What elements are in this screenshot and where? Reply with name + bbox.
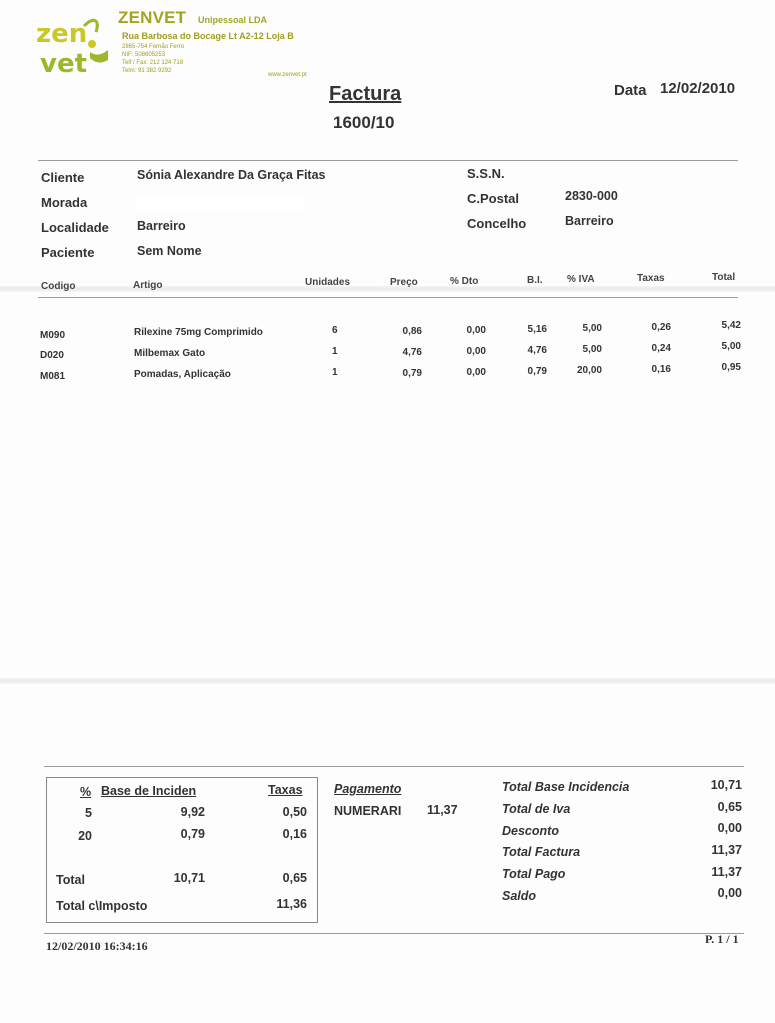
total-pago-label: Total Pago	[502, 867, 566, 881]
item-total: 0,95	[721, 362, 741, 373]
cpostal-label: C.Postal	[467, 191, 520, 206]
concelho-label: Concelho	[467, 216, 527, 231]
total-iva-value: 0,65	[717, 800, 742, 814]
desconto-value: 0,00	[717, 821, 742, 835]
redacted-address	[135, 194, 305, 210]
col-header-taxas: Taxas	[637, 273, 665, 284]
ssn-label: S.S.N.	[467, 166, 505, 181]
tax-base-header: Base de Inciden	[101, 784, 197, 798]
date-label: Data	[614, 82, 647, 99]
item-taxas: 0,26	[651, 322, 671, 333]
item-code: M081	[40, 371, 66, 382]
col-header-preco: Preço	[390, 277, 418, 288]
item-price: 0,86	[402, 326, 422, 337]
total-imposto-value: 11,36	[276, 897, 307, 911]
company-address: Rua Barbosa do Bocage Lt A2-12 Loja B	[122, 31, 294, 41]
cliente-value: Sónia Alexandre Da Graça Fitas	[137, 168, 326, 182]
item-discount: 0,00	[466, 346, 486, 357]
tax-rate-header: %	[80, 785, 92, 799]
invoice-number: 1600/10	[333, 113, 395, 132]
item-price: 0,79	[402, 368, 422, 379]
tax-amount: 0,16	[282, 827, 307, 841]
divider	[44, 766, 744, 767]
paper-fold	[0, 678, 775, 684]
company-info-line: NIF: 508605253	[122, 52, 166, 58]
item-taxas: 0,24	[651, 343, 671, 354]
tax-rate: 5	[85, 806, 92, 820]
col-header-bi: B.I.	[527, 275, 543, 286]
item-iva: 20,00	[576, 365, 602, 376]
tax-rate: 20	[78, 829, 92, 843]
print-timestamp: 12/02/2010 16:34:16	[46, 939, 148, 953]
item-name: Milbemax Gato	[134, 348, 206, 359]
paper-fold	[0, 286, 775, 292]
total-iva-label: Total de Iva	[502, 802, 571, 816]
document-title: Factura	[329, 83, 402, 105]
total-imposto-label: Total c\Imposto	[56, 899, 148, 913]
saldo-value: 0,00	[717, 886, 742, 900]
paciente-value: Sem Nome	[137, 244, 202, 258]
localidade-label: Localidade	[41, 220, 109, 235]
payment-amount: 11,37	[427, 803, 458, 817]
company-website: www.zenvet.pt	[268, 72, 307, 78]
tax-total-base: 10,71	[173, 871, 205, 885]
item-code: M090	[40, 330, 66, 341]
company-info-line: 2865-754 Fernão Ferro	[122, 44, 185, 50]
zenvet-logo	[34, 14, 116, 80]
col-header-codigo: Codigo	[41, 281, 76, 292]
item-discount: 0,00	[466, 325, 486, 336]
col-header-total: Total	[712, 272, 736, 283]
total-factura-value: 11,37	[711, 843, 742, 857]
item-iva: 5,00	[582, 344, 602, 355]
cpostal-value: 2830-000	[565, 189, 618, 203]
total-base-incidencia-value: 10,71	[710, 778, 742, 792]
item-total: 5,42	[721, 320, 741, 331]
saldo-label: Saldo	[502, 889, 537, 903]
tax-base: 9,92	[180, 805, 205, 819]
company-info-line: Telm: 91 382 9292	[122, 68, 172, 74]
svg-text:vet: vet	[40, 49, 88, 79]
morada-label: Morada	[41, 195, 88, 210]
item-bi: 4,76	[527, 345, 547, 356]
col-header-dto: % Dto	[450, 276, 479, 287]
total-pago-value: 11,37	[711, 865, 742, 879]
date-value: 12/02/2010	[660, 80, 736, 97]
localidade-value: Barreiro	[137, 219, 186, 233]
payment-label: Pagamento	[334, 782, 402, 796]
tax-base: 0,79	[180, 827, 205, 841]
item-name: Rilexine 75mg Comprimido	[134, 327, 263, 338]
divider	[38, 160, 738, 161]
concelho-value: Barreiro	[565, 214, 614, 228]
total-base-incidencia-label: Total Base Incidencia	[502, 780, 630, 794]
item-price: 4,76	[402, 347, 422, 358]
item-units: 1	[332, 346, 338, 357]
item-iva: 5,00	[582, 323, 602, 334]
tax-amount: 0,50	[282, 805, 307, 819]
page-number: P. 1 / 1	[705, 932, 739, 946]
company-legal-form: Unipessoal LDA	[198, 15, 268, 25]
item-units: 1	[332, 367, 338, 378]
col-header-iva: % IVA	[567, 274, 595, 285]
company-brand: ZENVET	[118, 8, 187, 27]
item-total: 5,00	[721, 341, 741, 352]
item-taxas: 0,16	[651, 364, 671, 375]
item-bi: 5,16	[527, 324, 547, 335]
item-name: Pomadas, Aplicação	[134, 369, 231, 380]
paciente-label: Paciente	[41, 245, 95, 260]
svg-text:zen: zen	[36, 19, 88, 49]
tax-total-taxas: 0,65	[282, 871, 307, 885]
desconto-label: Desconto	[502, 824, 559, 838]
item-units: 6	[332, 325, 338, 336]
payment-method: NUMERARI	[334, 804, 402, 818]
cliente-label: Cliente	[41, 170, 85, 185]
total-factura-label: Total Factura	[502, 845, 581, 859]
item-discount: 0,00	[466, 367, 486, 378]
item-code: D020	[40, 350, 64, 361]
divider	[44, 933, 744, 934]
col-header-artigo: Artigo	[133, 280, 163, 291]
divider	[38, 297, 738, 298]
tax-taxas-header: Taxas	[268, 783, 303, 797]
company-info-line: Telf / Fax: 212 124 718	[122, 60, 184, 66]
col-header-unidades: Unidades	[305, 277, 351, 288]
item-bi: 0,79	[527, 366, 547, 377]
tax-total-label: Total	[56, 873, 85, 887]
